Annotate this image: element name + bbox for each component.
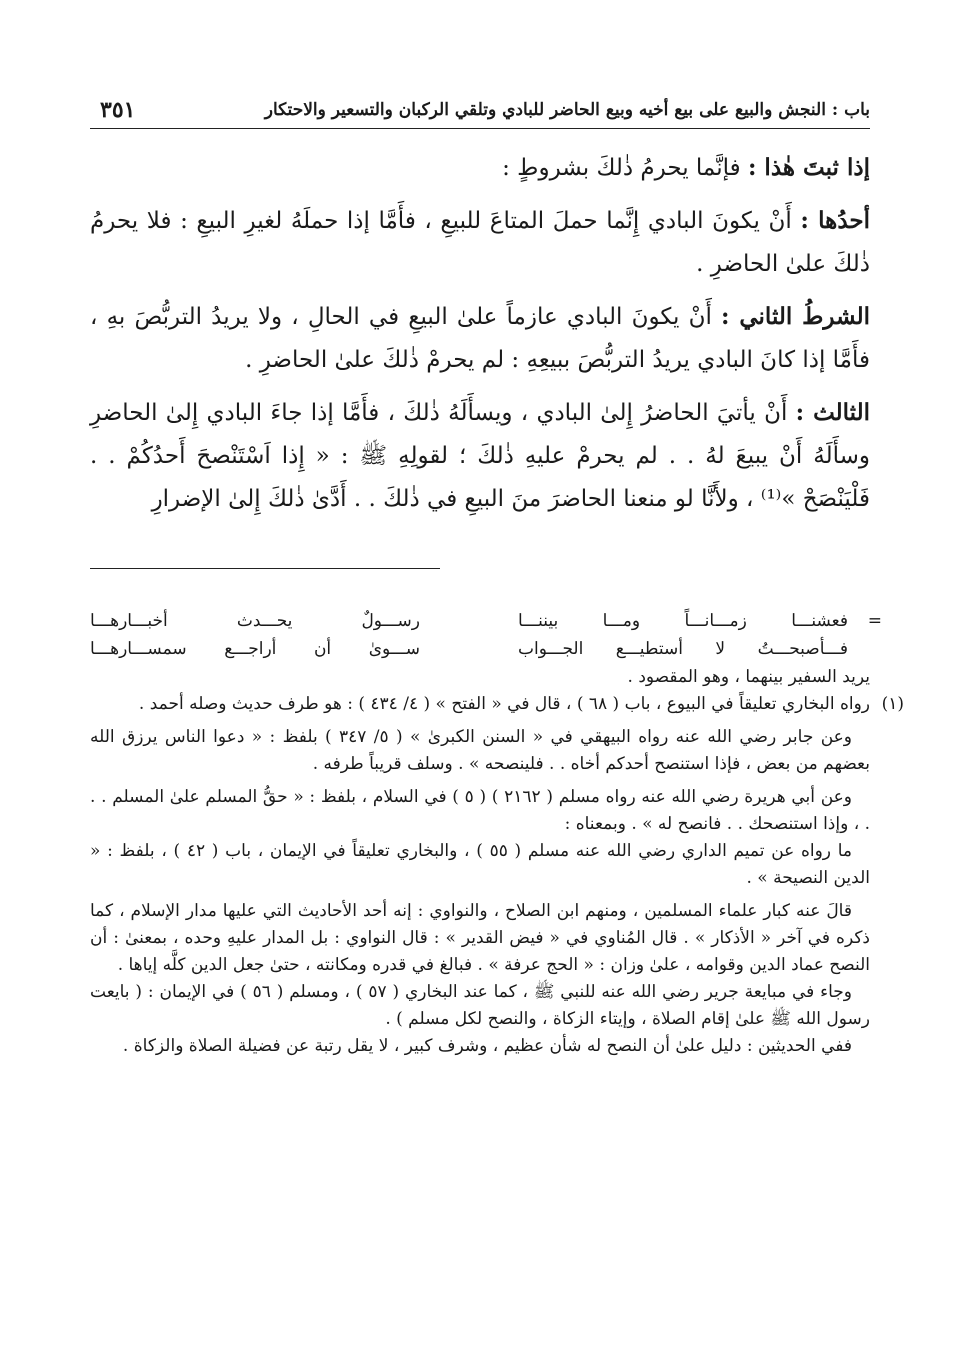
- poem-line-2-second-hemistich: ســـوىٰ أن أراجـــع سمســـارهـــا: [90, 639, 420, 659]
- poem-note: يريد السفير بينهما ، وهو المقصود .: [627, 667, 870, 687]
- running-header: [90, 92, 870, 128]
- paragraph-1-text: فإنَّما يحرمُ ذٰلكَ بشروطٍ :: [502, 155, 748, 181]
- paragraph-1-lead: إذا ثبتَ هٰذا :: [747, 154, 870, 181]
- poem-line-1-first-hemistich: فعشنـــا زمـــانـــاً ومـــا بيننـــا: [518, 611, 848, 631]
- footnote-1-para-d: ما رواه عن تميم الداري رضي الله عنه مسلم ( ٥٥ ) ، والبخاري تعليقاً في الإيمان ، باب ( ٤٢ ) ، بلفظ : « الدين النصيحة » .: [90, 841, 870, 888]
- paragraph-2-lead: أحدُها :: [800, 207, 870, 234]
- paragraph-4: [90, 391, 870, 521]
- chapter-title: باب : النجش والبيع على بيع أخيه وبيع الحاضر للبادي وتلقي الركبان والتسعير والاحتكار: [264, 100, 870, 120]
- paragraph-2-text: أَنْ يكونَ البادي إِنَّما حملَ المتاعَ للبيعِ ، فأَمَّا إذا حملَهُ لغيرِ البيعِ : فلا يحرمُ ذٰلكَ علىٰ الحاضرِ .: [90, 208, 870, 277]
- poem-block: [90, 608, 882, 664]
- main-text: [90, 146, 870, 530]
- paragraph-3: [90, 295, 870, 382]
- footnote-1-para-f: وجاء في مبايعة جرير رضي الله عنه للنبي ﷺ ، كما عند البخاري ( ٥٧ ) ، ومسلم ( ٥٦ ) في الإيمان : ( بايعت رسول الله ﷺ علىٰ إقام الصلاة ، وإيتاء الزكاة ، والنصح لكل مسلم ) .: [90, 982, 870, 1029]
- footnote-1-para-a: رواه البخاري تعليقاً في البيوع ، باب ( ٦٨ ) ، قال في « الفتح » ( ٤/ ٤٣٤ ) : هو طرف حديث وصله أحمد .: [138, 694, 870, 714]
- poem-line-1-second-hemistich: رســـولٌ يحـــدث أخبـــارهـــا: [90, 611, 420, 631]
- continuation-mark: =: [867, 611, 882, 631]
- poem-line-2: [90, 636, 848, 664]
- poem-line-2-first-hemistich: فـــأصبحـــتُ لا أستطيـــع الجـــواب: [518, 639, 848, 659]
- paragraph-1: [90, 146, 870, 190]
- paragraph-3-text: أَنْ يكونَ البادي عازماً علىٰ البيعِ في الحالِ ، ولا يريدُ التربُّصَ بهِ ، فأَمَّا إذا كانَ البادي يريدُ التربُّصَ ببيعِهِ : لم يحرمْ ذٰلكَ علىٰ الحاضرِ .: [90, 304, 870, 373]
- paragraph-4-text: أَنْ يأتيَ الحاضرُ إِلىٰ البادي ، ويسأَلَهُ ذٰلكَ ، فأَمَّا إذا جاءَ البادي إِلىٰ الحاضرِ وسأَلَهُ أَنْ يبيعَ لهُ . . لم يحرمْ عليهِ ذٰلكَ ؛ لقولِهِ ﷺ : « إِذا اَسْتَنْصحَ أَحدُكُمْ . . فَلْيَنْصَحْ »⁽¹⁾ ، ولأَنَّا لو منعنا الحاضرَ منَ البيعِ في ذٰلكَ . . أَدَّىٰ ذٰلكَ إِلىٰ الإضرارِ: [90, 400, 870, 512]
- poem-line-1: [90, 608, 848, 636]
- paragraph-3-lead: الشرطُ الثاني :: [721, 303, 870, 330]
- footnote-separator: [90, 568, 440, 569]
- page-number: ٣٥١: [100, 97, 136, 123]
- footnote-1-para-e: قالَ عنه كبار علماء المسلمين ، ومنهم ابن الصلاح ، والنواوي : إنه أحد الأحاديث التي عليها مدار الإسلام ، كما ذكره في آخر « الأذكار » . قال المُناوي في « فيض القدير » : قال النواوي : بل المدار عليهِ وحده ، بمعنىٰ : أن النصح عماد الدين وقوامه ، علىٰ وزان : « الحج عرفة » . فبالغ في قدره ومكانته ، حتىٰ جعل الدين كلَّه إياها .: [90, 901, 870, 975]
- footnotes: [90, 608, 904, 1060]
- footnote-1: [90, 691, 904, 718]
- footnote-1-para-c: وعن أبي هريرة رضي الله عنه رواه مسلم ( ٢١٦٢ ) ( ٥ ) في السلام ، بلفظ : « حقُّ المسلم علىٰ المسلم . . . ، وإذا استنصحك . . فانصح له » . وبمعناه :: [90, 787, 870, 834]
- footnote-1-number: (١): [881, 694, 904, 714]
- paragraph-2: [90, 199, 870, 286]
- footnote-1-para-g: ففي الحديثين : دليل علىٰ أن النصح له شأن عظيم ، وشرف كبير ، لا يقل رتبة عن فضيلة الصلاة والزكاة .: [122, 1036, 852, 1056]
- footnote-1-para-b: وعن جابر رضي الله عنه رواه البيهقي في « السنن الكبرىٰ » ( ٥/ ٣٤٧ ) بلفظ : « دعوا الناس يرزق الله بعضهم من بعض ، فإذا استنصح أحدكم أخاه . . فلينصحه » . وسلف قريباً طرفه .: [90, 727, 870, 774]
- book-page: [90, 80, 904, 1350]
- header-rule: [90, 128, 870, 129]
- paragraph-4-lead: الثالث :: [795, 399, 871, 426]
